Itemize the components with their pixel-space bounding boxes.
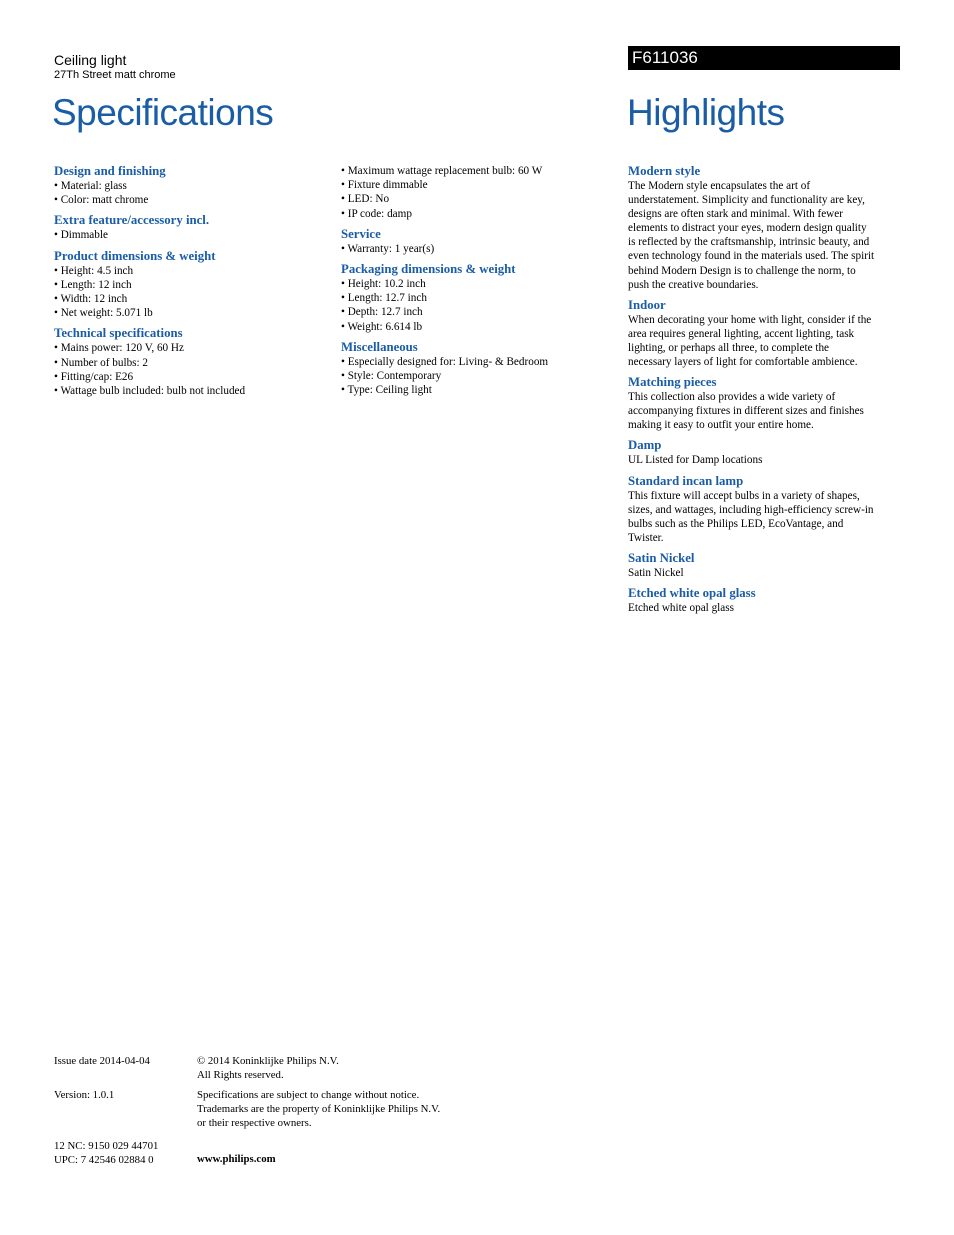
highlight-section	[628, 164, 900, 292]
highlight-text: lighting, or perhaps all three, to complete the	[628, 341, 830, 354]
model-number-badge: F611036	[628, 46, 900, 70]
highlight-text: is reflected by the craftsmanship, intrinsic beauty, and	[628, 236, 870, 249]
highlight-text: This fixture will accept bulbs in a variety of shapes,	[628, 489, 860, 502]
highlight-section	[628, 298, 900, 369]
spec-item: • Weight: 6.614 lb	[341, 320, 423, 333]
notice-line: or their respective owners.	[197, 1117, 312, 1129]
highlight-text: Twister.	[628, 531, 664, 544]
spec-section-title: Product dimensions & weight	[54, 248, 216, 263]
spec-item: • Width: 12 inch	[54, 293, 128, 306]
spec-item: • Especially designed for: Living- & Bedroom	[341, 355, 549, 368]
highlight-title: Damp	[628, 438, 662, 453]
spec-item: • Fitting/cap: E26	[54, 370, 134, 383]
highlight-title: Standard incan lamp	[628, 473, 744, 488]
highlight-title: Modern style	[628, 164, 701, 178]
specs-column-1	[54, 164, 324, 404]
spec-item: • Net weight: 5.071 lb	[54, 307, 153, 320]
spec-section-title: Service	[341, 226, 381, 241]
highlight-text: The Modern style encapsulates the art of	[628, 180, 811, 192]
highlight-text: necessary layers of light for comfortable ambience.	[628, 356, 858, 369]
product-subtitle: 27Th Street matt chrome	[54, 69, 176, 81]
footer-version	[54, 1088, 114, 1102]
highlight-section	[628, 375, 900, 432]
spec-item: • LED: No	[341, 193, 390, 206]
highlight-title: Matching pieces	[628, 375, 717, 390]
spec-section	[341, 340, 601, 398]
spec-item: • Height: 10.2 inch	[341, 278, 426, 291]
specs-column-2	[341, 164, 601, 403]
spec-section-title: Packaging dimensions & weight	[341, 262, 516, 277]
spec-item: • Maximum wattage replacement bulb: 60 W	[341, 165, 543, 177]
spec-section-continued	[341, 164, 601, 221]
highlight-text: This collection also provides a wide variety of	[628, 391, 836, 404]
notice-line: Specifications are subject to change without notice.	[197, 1089, 420, 1101]
highlight-title: Etched white opal glass	[628, 585, 756, 600]
product-name: Ceiling light	[54, 52, 127, 68]
highlight-text: understatement. Simplicity and functionality are key,	[628, 194, 865, 207]
spec-section	[54, 164, 324, 207]
copyright: © 2014 Koninklijke Philips N.V.	[197, 1055, 339, 1067]
issue-date: Issue date 2014-04-04	[54, 1055, 150, 1067]
spec-item: • Length: 12 inch	[54, 278, 132, 291]
highlight-text: elements to distract your eyes, modern design quality	[628, 222, 867, 235]
specifications-title: Specifications	[52, 92, 274, 133]
upc-code: UPC: 7 42546 02884 0	[54, 1154, 154, 1166]
highlight-text: area requires general lighting, accent lighting, task	[628, 327, 855, 340]
highlight-text: designs are often stark and minimal. With fewer	[628, 208, 843, 221]
spec-item: • Wattage bulb included: bulb not included	[54, 385, 246, 398]
highlight-title: Satin Nickel	[628, 550, 695, 565]
spec-item: • Warranty: 1 year(s)	[341, 242, 435, 255]
highlight-title: Indoor	[628, 297, 666, 312]
spec-item: • IP code: damp	[341, 207, 412, 220]
website-link[interactable]: www.philips.com	[197, 1153, 276, 1165]
spec-item: • Type: Ceiling light	[341, 384, 432, 397]
footer-codes	[54, 1139, 158, 1167]
spec-section	[341, 227, 601, 256]
version: Version: 1.0.1	[54, 1089, 115, 1101]
spec-item: • Length: 12.7 inch	[341, 292, 427, 305]
spec-section	[341, 262, 601, 334]
highlight-text: bulbs such as the Philips LED, EcoVantage, and	[628, 517, 844, 530]
highlights-title: Highlights	[627, 92, 785, 133]
spec-item: • Height: 4.5 inch	[54, 264, 134, 277]
nc-code: 12 NC: 9150 029 44701	[54, 1140, 159, 1152]
highlight-section	[628, 586, 900, 615]
spec-item: • Color: matt chrome	[54, 194, 149, 207]
spec-section-title: Design and finishing	[54, 164, 166, 178]
highlight-text: even technology found in the materials used. The spirit	[628, 250, 875, 263]
highlight-text: UL Listed for Damp locations	[628, 454, 763, 467]
highlight-text: making it easy to outfit your entire home.	[628, 419, 814, 432]
spec-item: • Fixture dimmable	[341, 179, 428, 192]
highlight-text: Etched white opal glass	[628, 601, 734, 614]
spec-section	[54, 249, 324, 321]
spec-item: • Material: glass	[54, 180, 127, 192]
spec-item: • Depth: 12.7 inch	[341, 306, 423, 319]
spec-item: • Number of bulbs: 2	[54, 356, 149, 369]
footer-website	[197, 1152, 276, 1166]
highlight-text: When decorating your home with light, consider if the	[628, 313, 872, 326]
footer-meta	[54, 1054, 150, 1068]
footer-copyright	[197, 1054, 339, 1082]
spec-section-title: Miscellaneous	[341, 339, 418, 354]
spec-item: • Dimmable	[54, 229, 108, 242]
footer-notice	[197, 1088, 440, 1130]
highlight-text: behind Modern Design is to challenge the norm, to	[628, 264, 856, 277]
spec-section-title: Extra feature/accessory incl.	[54, 213, 210, 228]
highlights-column	[628, 164, 900, 621]
highlight-text: Satin Nickel	[628, 566, 684, 579]
highlight-section	[628, 474, 900, 545]
highlight-text: push the creative boundaries.	[628, 278, 759, 291]
highlight-section	[628, 551, 900, 580]
spec-section-title: Technical specifications	[54, 326, 183, 341]
highlight-text: accompanying fixtures in different sizes and finishes	[628, 405, 864, 418]
spec-section	[54, 213, 324, 242]
notice-line: Trademarks are the property of Koninklijke Philips N.V.	[197, 1103, 441, 1115]
spec-item: • Style: Contemporary	[341, 370, 442, 383]
rights: All Rights reserved.	[197, 1069, 284, 1081]
highlight-section	[628, 438, 900, 467]
spec-item: • Mains power: 120 V, 60 Hz	[54, 342, 184, 355]
spec-section	[54, 326, 324, 398]
highlight-text: sizes, and wattages, including high-efficiency screw-in	[628, 503, 874, 516]
